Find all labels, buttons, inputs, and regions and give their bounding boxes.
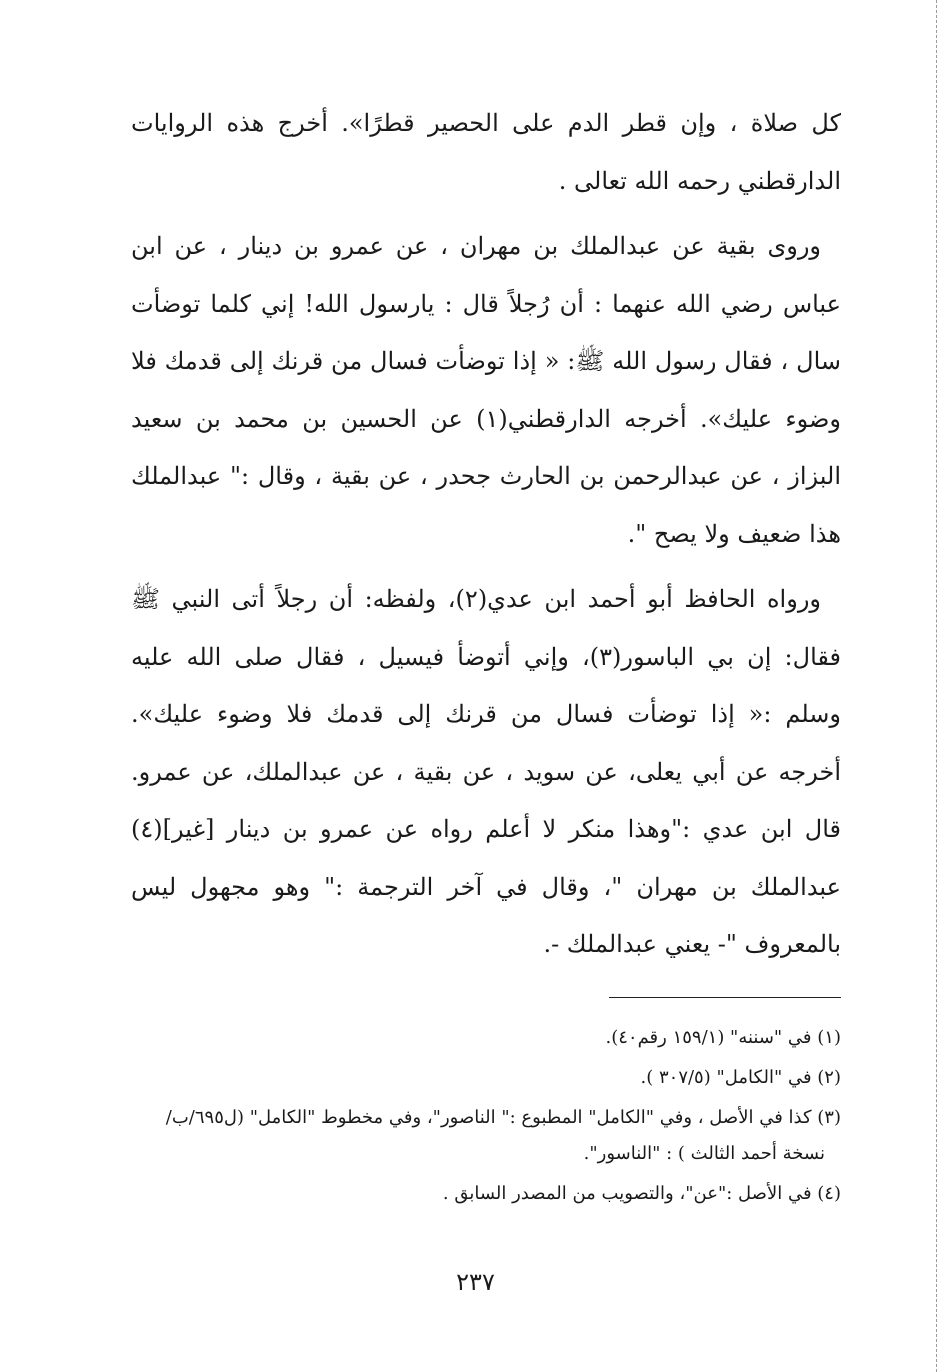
main-text [131,95,841,982]
footnote-2: (٢) في "الكامل" (٣٠٧/٥ ). [640,1067,841,1088]
paragraph-3: ورواه الحافظ أبو أحمد ابن عدي(٢)، ولفظه: أن رجلاً أتى النبي ﷺ فقال: إن بي الباسور(٣)، وإني أتوضأ فيسيل ، فقال صلى الله عليه وسلم :« إذا توضأت فسال من قرنك إلى قدمك فلا وضوء عليك». أخرجه عن أبي يعلى، عن سويد ، عن بقية ، عن عبدالملك، عن عمرو. قال ابن عدي :"وهذا منكر لا أعلم رواه عن عمرو بن دينار [غير](٤) عبدالملك بن مهران "، وقال في آخر الترجمة :" وهو مجهول ليس بالمعروف "- يعني عبدالملك -. [131,585,841,958]
page-number: ٢٣٧ [456,1268,495,1296]
footnote-4: (٤) في الأصل :"عن"، والتصويب من المصدر السابق . [442,1183,841,1204]
footnotes [129,1020,841,1216]
footnote-3-continuation: نسخة أحمد الثالث ) : "الناسور". [583,1143,825,1164]
footnote-separator [609,997,841,998]
footnote-1: (١) في "سننه" (١٥٩/١ رقم٤٠). [605,1027,841,1048]
page-edge-line [936,0,937,1372]
footnote-3 [129,1100,841,1172]
footnote-3-text: (٣) كذا في الأصل ، وفي "الكامل" المطبوع :" الناصور"، وفي مخطوط "الكامل" (ل٦٩٥/ب/ [165,1107,841,1128]
paragraph-2: وروى بقية عن عبدالملك بن مهران ، عن عمرو بن دينار ، عن ابن عباس رضي الله عنهما : أن رُجلاً قال : يارسول الله! إني كلما توضأت سال ، فقال رسول الله ﷺ: « إذا توضأت فسال من قرنك إلى قدمك فلا وضوء عليك». أخرجه الدارقطني(١) عن الحسين بن محمد بن سعيد البزاز ، عن عبدالرحمن بن الحارث جحدر ، عن بقية ، وقال :" عبدالملك هذا ضعيف ولا يصح ". [131,232,841,548]
paragraph-1: كل صلاة ، وإن قطر الدم على الحصير قطرًا». أخرج هذه الروايات الدارقطني رحمه الله تعالى . [131,109,841,195]
